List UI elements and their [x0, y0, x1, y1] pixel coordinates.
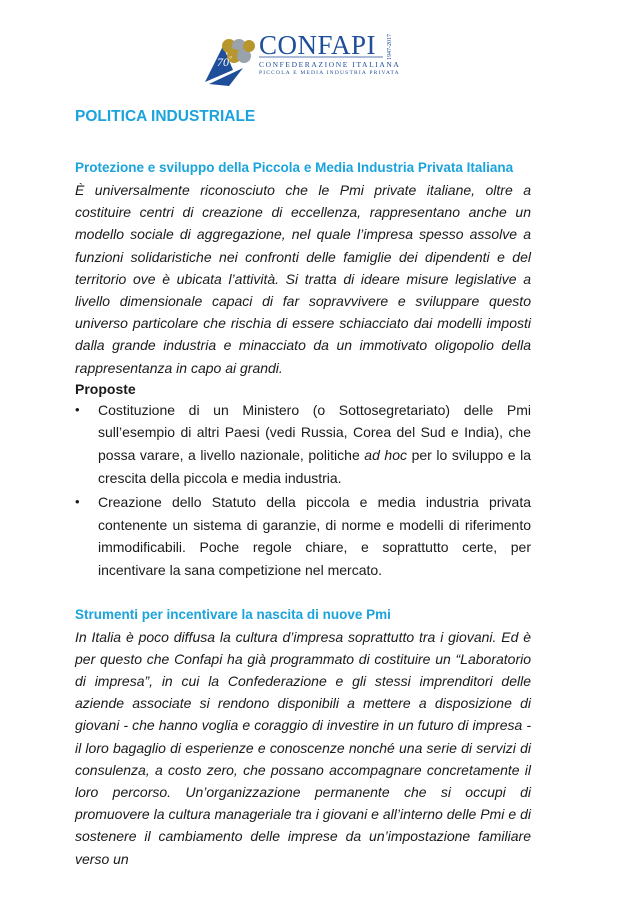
logo-subtitle-small: PICCOLA E MEDIA INDUSTRIA PRIVATA: [259, 70, 400, 76]
document-body: [75, 108, 531, 870]
section-title: Protezione e sviluppo della Piccola e Media Industria Privata Italiana: [75, 160, 514, 175]
bullet-icon: •: [75, 494, 80, 510]
confapi-logo: [203, 30, 403, 86]
section-paragraph: In Italia è poco diffusa la cultura d’impresa soprattutto tra i giovani. Ed è per questo che Confapi ha già programmato di costituire un “Laboratorio di impresa”, in cui la Confederazione e gli stessi imprenditori delle aziende associate si rendono disponibili a mettere a disposizione di giovani - che hanno voglia e coraggio di investire in un futuro di impresa - il loro bagaglio di esperienze e conoscenze nonché una serie di servizi di consulenza, a costo zero, che possano accompagnare concretamente il loro percorso. Un’organizzazione permanente che si occupi di promuovere la cultura manageriale tra i giovani e all’interno delle Pmi e di sostenere il cambiamento delle imprese da un’impostazione familiare verso un: [75, 628, 531, 867]
anniversary-badge: 70°: [217, 55, 232, 69]
logo-wordmark: CONFAPI: [259, 30, 377, 60]
logo-subtitle: CONFEDERAZIONE ITALIANA: [259, 60, 401, 69]
proposals-list: [75, 399, 531, 582]
section-title: Strumenti per incentivare la nascita di nuove Pmi: [75, 606, 391, 622]
section-paragraph: È universalmente riconosciuto che le Pmi private italiane, oltre a costituire centri di creazione di eccellenza, rappresentano anche un modello sociale di aggregazione, nel quale l’impresa spesso assolve a funzioni solidaristiche nei confronti delle famiglie dei dipendenti e del territorio ove è ubicata l’attività. Si tratta di ideare misure legislative a livello dimensionale capaci di far sopravvivere e sviluppare questo universo particolare che rischia di essere schiacciato dai modelli imposti dalla grande industria e minacciato da un immotivato oligopolio della rappresentanza in capo ai grandi.: [75, 182, 531, 376]
bullet-icon: •: [75, 401, 80, 417]
list-item: • Creazione dello Statuto della piccola e media industria privata contenente un sistema di garanzie, di norme e modelli di riferimento immodificabili. Poche regole chiare, e soprattutto certe, per incentivare la sana competizione nel mercato.: [75, 491, 531, 581]
list-item: • Costituzione di un Ministero (o Sottosegretariato) delle Pmi sull’esempio di altri Paesi (vedi Russia, Corea del Sud e India), che possa varare, a livello nazionale, politiche ad hoc per lo sviluppo e la crescita della piccola e media industria.: [75, 399, 531, 489]
page-title: POLITICA INDUSTRIALE: [75, 108, 256, 125]
logo-years: 1947-2017: [387, 34, 393, 60]
proposals-label: Proposte: [75, 380, 136, 397]
